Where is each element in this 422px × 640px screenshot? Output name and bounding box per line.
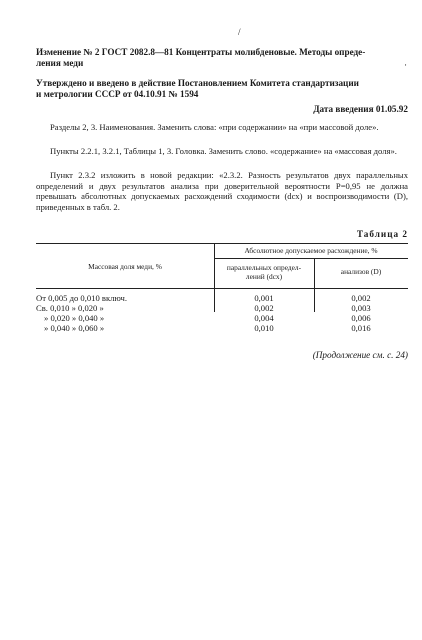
edge-mark: · (404, 60, 408, 70)
table-row-label: От 0,005 до 0,010 включ. (36, 293, 127, 303)
group-header-discrepancy: Абсолютное допускаемое расхождение, % (244, 246, 378, 255)
col-header-analyses: анализов (D) (340, 267, 382, 276)
paragraph-2-3-2: Пункт 2.3.2 изложить в новой редакции: «2.3.2. Разность результатов двух параллельных определений и двух результатов анализа при доверительной вероятности P=0,95 не должна превышать абсолютных допускаемых расхождений сходимости (dсх) и воспроизводимости (D), приведенных в табл. 2. (36, 170, 408, 212)
table-cell-dsx: 0,010 (254, 323, 274, 333)
approval-line1: Утверждено и введено в действие Постановлением Комитета стандартизации (36, 78, 359, 88)
table-row-label: » 0,020 » 0,040 » (44, 313, 105, 323)
amendment-heading-line1: Изменение № 2 ГОСТ 2082.8—81 Концентраты молибденовые. Методы опреде- (36, 47, 366, 57)
table-row-label: Св. 0,010 » 0,020 » (36, 303, 104, 313)
table-cell-d: 0,003 (351, 303, 371, 313)
table-cell-dsx: 0,004 (254, 313, 274, 323)
table-cell-d: 0,002 (351, 293, 371, 303)
table-cell-d: 0,006 (351, 313, 371, 323)
approval-line2: и метрологии СССР от 04.10.91 № 1594 (36, 89, 199, 99)
col-header-mass-fraction: Массовая доля меди, % (88, 262, 162, 271)
table-cell-dsx: 0,001 (254, 293, 274, 303)
introduction-date: Дата введения 01.05.92 (313, 104, 408, 114)
top-mark: / (238, 27, 241, 37)
paragraph-sections: Разделы 2, 3. Наименования. Заменить слова: «при содержании» на «при массовой доле». (50, 122, 379, 132)
col-header-parallel-line2: лений (dсх) (245, 272, 283, 281)
amendment-heading-line2: ления меди (36, 58, 84, 68)
paragraph-items: Пункты 2.2.1, 3.2.1, Таблицы 1, 3. Головка. Заменить слово. «содержание» на «массовая доля». (50, 146, 397, 156)
table-cell-d: 0,016 (351, 323, 371, 333)
col-header-parallel-line1: параллельных определ- (226, 263, 302, 272)
table-caption: Таблица 2 (356, 229, 408, 239)
table-cell-dsx: 0,002 (254, 303, 274, 313)
table-row-label: » 0,040 » 0,060 » (44, 323, 105, 333)
continuation-note: (Продолжение см. с. 24) (312, 350, 408, 360)
